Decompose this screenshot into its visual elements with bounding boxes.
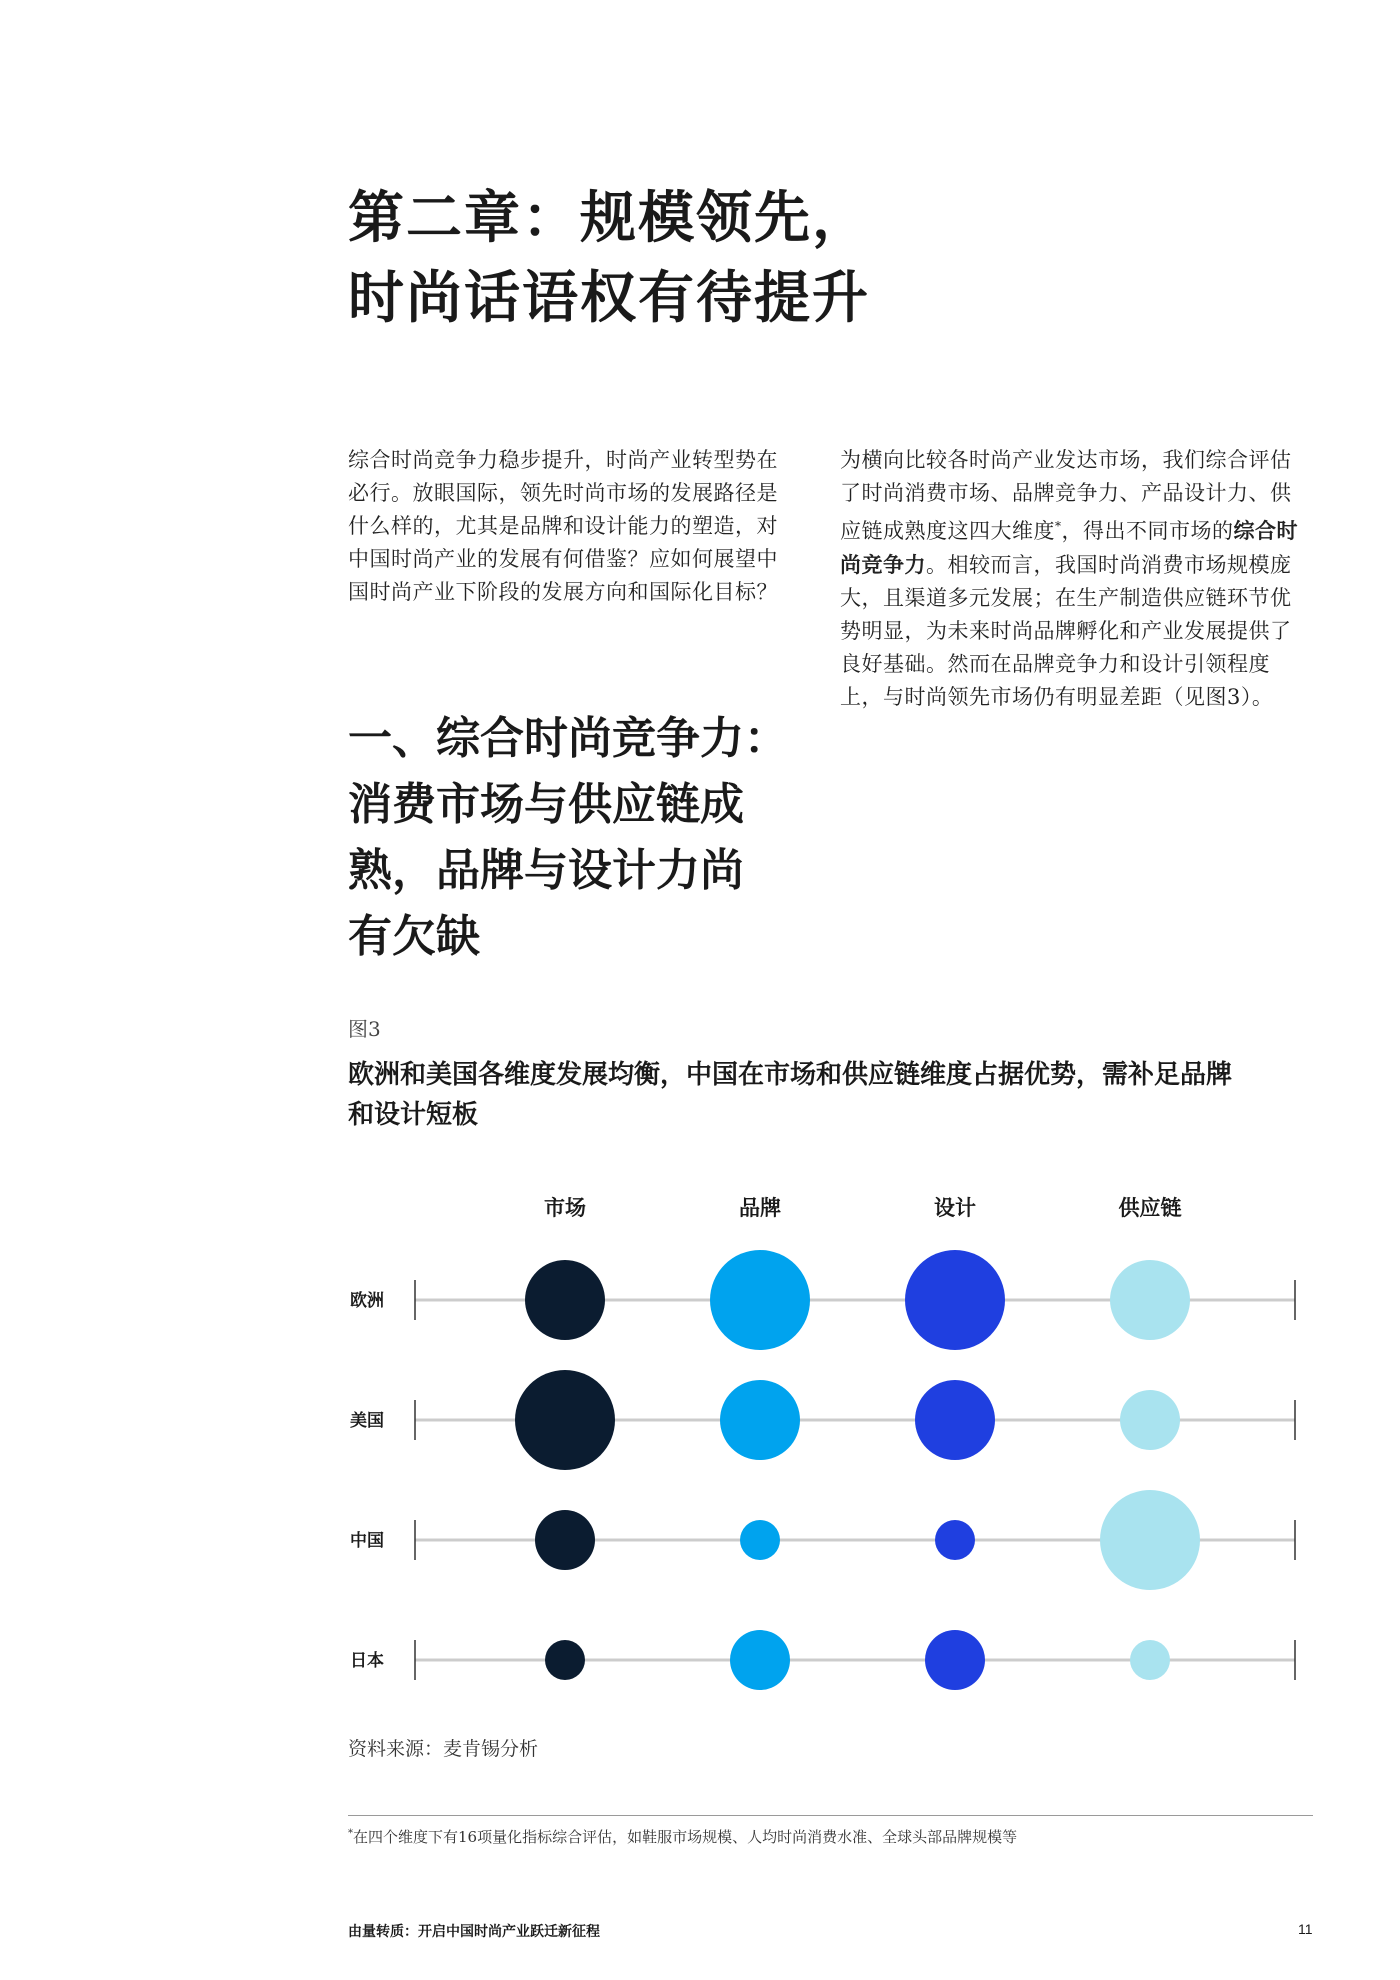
- chapter-title-line2: 时尚话语权有待提升: [348, 265, 870, 331]
- bubble-chart: [330, 1185, 1330, 1705]
- bubble: [1110, 1260, 1190, 1340]
- section-title-line3: 熟，品牌与设计力尚: [348, 845, 744, 896]
- right-para-part1: 为横向比较各时尚产业发达市场，我们综合评估了时尚消费市场、品牌竞争力、产品设计力、供应链成熟度这四大维度: [840, 448, 1292, 543]
- row-label: 欧洲: [350, 1291, 384, 1311]
- right-para-bold: 综合时尚竞争力: [840, 518, 1298, 577]
- intro-paragraph: 综合时尚竞争力稳步提升，时尚产业转型势在必行。放眼国际，领先时尚市场的发展路径是什么样的，尤其是品牌和设计能力的塑造，对中国时尚产业的发展有何借鉴？应如何展望中国时尚产业下阶段的发展方向和国际化目标？: [348, 448, 778, 604]
- section-title-line1: 一、综合时尚竞争力：: [348, 713, 788, 764]
- bubble: [905, 1250, 1005, 1350]
- column-label: 供应链: [1118, 1195, 1182, 1220]
- right-paragraph: [840, 444, 1300, 714]
- page-number: 11: [1298, 1921, 1313, 1937]
- bubble: [515, 1370, 615, 1470]
- bubble: [535, 1510, 595, 1570]
- figure-label: 图3: [348, 1017, 381, 1041]
- row-label: 中国: [350, 1531, 384, 1551]
- section-title-line2: 消费市场与供应链成: [348, 779, 744, 830]
- footnote-mark: *: [348, 1828, 353, 1839]
- bubble: [1120, 1390, 1180, 1450]
- source-note: 资料来源：麦肯锡分析: [348, 1738, 539, 1760]
- bubble: [740, 1520, 780, 1560]
- figure-title-line2: 和设计短板: [348, 1100, 479, 1130]
- bubble: [915, 1380, 995, 1460]
- bubble: [1130, 1640, 1170, 1680]
- footnote-marker: *: [1055, 519, 1062, 533]
- footnote: [348, 1826, 1017, 1847]
- section-title-line4: 有欠缺: [348, 911, 480, 962]
- footnote-text: 在四个维度下有16项量化指标综合评估，如鞋服市场规模、人均时尚消费水准、全球头部品牌规模等: [353, 1828, 1018, 1846]
- bubble: [525, 1260, 605, 1340]
- section-title: [348, 706, 808, 970]
- bubble: [545, 1640, 585, 1680]
- column-label: 市场: [544, 1195, 586, 1220]
- column-label: 设计: [934, 1195, 976, 1220]
- row-label: 日本: [350, 1651, 384, 1671]
- figure-title: [348, 1055, 1308, 1135]
- bubble: [720, 1380, 800, 1460]
- bubble: [730, 1630, 790, 1690]
- bubble: [1100, 1490, 1200, 1590]
- chapter-title: [348, 178, 1308, 338]
- figure-title-line1: 欧洲和美国各维度发展均衡，中国在市场和供应链维度占据优势，需补足品牌: [348, 1060, 1233, 1090]
- bubble: [935, 1520, 975, 1560]
- column-label: 品牌: [739, 1195, 781, 1220]
- footnote-divider: [348, 1815, 1313, 1816]
- bubble: [925, 1630, 985, 1690]
- footer-title: 由量转质：开启中国时尚产业跃迁新征程: [348, 1924, 600, 1940]
- chapter-title-line1: 第二章：规模领先，: [348, 185, 870, 251]
- right-para-part3: 。相较而言，我国时尚消费市场规模庞大，且渠道多元发展；在生产制造供应链环节优势明显，为未来时尚品牌孵化和产业发展提供了良好基础。然而在品牌竞争力和设计引领程度上，与时尚领先市场仍有明显差距（见图3）。: [840, 553, 1292, 709]
- right-para-part2: ，得出不同市场的: [1061, 519, 1234, 543]
- row-label: 美国: [350, 1411, 384, 1431]
- bubble: [710, 1250, 810, 1350]
